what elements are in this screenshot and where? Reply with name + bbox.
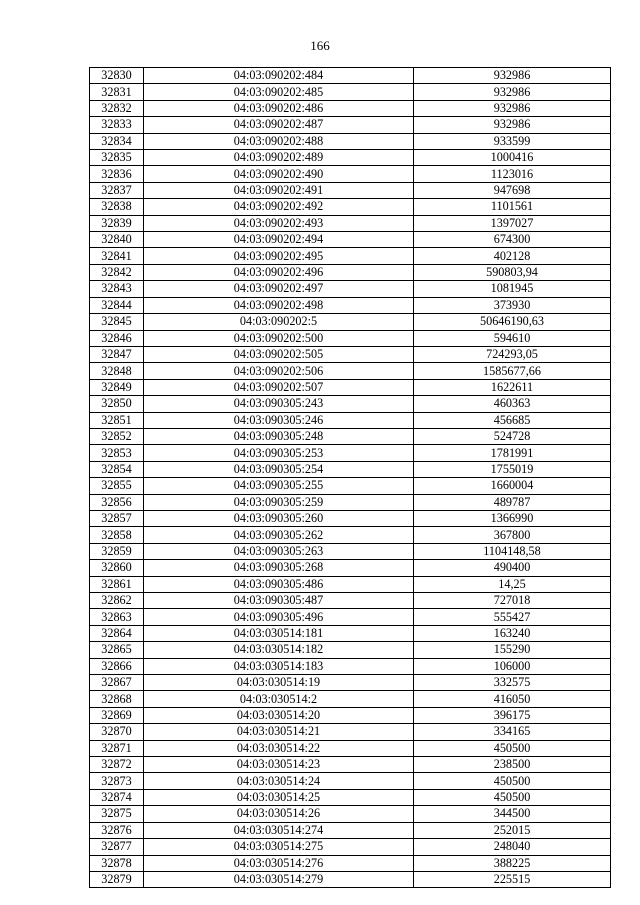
row-number-cell: 32850 <box>90 396 144 412</box>
row-number-cell: 32851 <box>90 412 144 428</box>
cadastral-number-cell: 04:03:090305:246 <box>144 412 414 428</box>
cadastral-number-cell: 04:03:090202:485 <box>144 84 414 100</box>
value-cell: 594610 <box>414 330 611 346</box>
cadastral-number-cell: 04:03:090202:487 <box>144 117 414 133</box>
cadastral-number-cell: 04:03:090202:507 <box>144 379 414 395</box>
table-row <box>90 757 611 773</box>
table-row <box>90 576 611 592</box>
value-cell: 396175 <box>414 707 611 723</box>
row-number-cell: 32875 <box>90 806 144 822</box>
cadastral-number-cell: 04:03:030514:183 <box>144 658 414 674</box>
row-number-cell: 32841 <box>90 248 144 264</box>
row-number-cell: 32834 <box>90 133 144 149</box>
value-cell: 163240 <box>414 625 611 641</box>
cadastral-number-cell: 04:03:090202:489 <box>144 150 414 166</box>
table-row <box>90 215 611 231</box>
value-cell: 947698 <box>414 182 611 198</box>
value-cell: 450500 <box>414 773 611 789</box>
cadastral-number-cell: 04:03:090202:500 <box>144 330 414 346</box>
row-number-cell: 32868 <box>90 691 144 707</box>
row-number-cell: 32839 <box>90 215 144 231</box>
table-row <box>90 363 611 379</box>
row-number-cell: 32862 <box>90 593 144 609</box>
row-number-cell: 32842 <box>90 264 144 280</box>
table-row <box>90 789 611 805</box>
cadastral-number-cell: 04:03:090305:486 <box>144 576 414 592</box>
value-cell: 252015 <box>414 822 611 838</box>
table-row <box>90 379 611 395</box>
table-row <box>90 396 611 412</box>
value-cell: 402128 <box>414 248 611 264</box>
row-number-cell: 32877 <box>90 839 144 855</box>
cadastral-number-cell: 04:03:090305:262 <box>144 527 414 543</box>
cadastral-number-cell: 04:03:030514:21 <box>144 724 414 740</box>
row-number-cell: 32838 <box>90 199 144 215</box>
table-row <box>90 232 611 248</box>
row-number-cell: 32856 <box>90 494 144 510</box>
table-row <box>90 445 611 461</box>
table-row <box>90 182 611 198</box>
cadastral-number-cell: 04:03:090202:491 <box>144 182 414 198</box>
value-cell: 932986 <box>414 68 611 84</box>
value-cell: 674300 <box>414 232 611 248</box>
table-row <box>90 428 611 444</box>
table-row <box>90 658 611 674</box>
row-number-cell: 32844 <box>90 297 144 313</box>
value-cell: 248040 <box>414 839 611 855</box>
row-number-cell: 32879 <box>90 871 144 887</box>
row-number-cell: 32863 <box>90 609 144 625</box>
cadastral-number-cell: 04:03:090305:487 <box>144 593 414 609</box>
cadastral-number-cell: 04:03:030514:2 <box>144 691 414 707</box>
table-row <box>90 346 611 362</box>
cadastral-number-cell: 04:03:090305:243 <box>144 396 414 412</box>
value-cell: 388225 <box>414 855 611 871</box>
value-cell: 334165 <box>414 724 611 740</box>
cadastral-number-cell: 04:03:090305:268 <box>144 560 414 576</box>
value-cell: 1755019 <box>414 461 611 477</box>
cadastral-number-cell: 04:03:030514:182 <box>144 642 414 658</box>
row-number-cell: 32845 <box>90 314 144 330</box>
row-number-cell: 32858 <box>90 527 144 543</box>
cadastral-number-cell: 04:03:090202:506 <box>144 363 414 379</box>
row-number-cell: 32846 <box>90 330 144 346</box>
value-cell: 1660004 <box>414 478 611 494</box>
cadastral-number-cell: 04:03:090305:254 <box>144 461 414 477</box>
table-row <box>90 330 611 346</box>
table-row <box>90 264 611 280</box>
row-number-cell: 32873 <box>90 773 144 789</box>
table-row <box>90 478 611 494</box>
table-row <box>90 510 611 526</box>
value-cell: 450500 <box>414 740 611 756</box>
cadastral-number-cell: 04:03:090305:255 <box>144 478 414 494</box>
value-cell: 932986 <box>414 100 611 116</box>
table-row <box>90 461 611 477</box>
value-cell: 555427 <box>414 609 611 625</box>
table-row <box>90 297 611 313</box>
table-row <box>90 839 611 855</box>
row-number-cell: 32869 <box>90 707 144 723</box>
cadastral-number-cell: 04:03:030514:276 <box>144 855 414 871</box>
cadastral-number-cell: 04:03:090202:5 <box>144 314 414 330</box>
cadastral-number-cell: 04:03:090202:490 <box>144 166 414 182</box>
cadastral-number-cell: 04:03:090305:248 <box>144 428 414 444</box>
table-row <box>90 166 611 182</box>
row-number-cell: 32860 <box>90 560 144 576</box>
row-number-cell: 32831 <box>90 84 144 100</box>
value-cell: 1101561 <box>414 199 611 215</box>
table-row <box>90 773 611 789</box>
row-number-cell: 32840 <box>90 232 144 248</box>
table-row <box>90 314 611 330</box>
cadastral-number-cell: 04:03:090202:505 <box>144 346 414 362</box>
cadastral-number-cell: 04:03:030514:22 <box>144 740 414 756</box>
value-cell: 238500 <box>414 757 611 773</box>
table-row <box>90 100 611 116</box>
row-number-cell: 32876 <box>90 822 144 838</box>
row-number-cell: 32843 <box>90 281 144 297</box>
row-number-cell: 32872 <box>90 757 144 773</box>
row-number-cell: 32852 <box>90 428 144 444</box>
row-number-cell: 32853 <box>90 445 144 461</box>
cadastral-number-cell: 04:03:090202:498 <box>144 297 414 313</box>
value-cell: 590803,94 <box>414 264 611 280</box>
value-cell: 932986 <box>414 117 611 133</box>
cadastral-number-cell: 04:03:030514:24 <box>144 773 414 789</box>
table-body <box>90 68 611 888</box>
table-row <box>90 740 611 756</box>
table-row <box>90 412 611 428</box>
table-row <box>90 543 611 559</box>
table-row <box>90 199 611 215</box>
value-cell: 1585677,66 <box>414 363 611 379</box>
cadastral-number-cell: 04:03:030514:23 <box>144 757 414 773</box>
table-row <box>90 133 611 149</box>
value-cell: 225515 <box>414 871 611 887</box>
row-number-cell: 32861 <box>90 576 144 592</box>
table-row <box>90 724 611 740</box>
cadastral-number-cell: 04:03:090305:253 <box>144 445 414 461</box>
value-cell: 155290 <box>414 642 611 658</box>
table-row <box>90 855 611 871</box>
row-number-cell: 32864 <box>90 625 144 641</box>
value-cell: 460363 <box>414 396 611 412</box>
table-row <box>90 871 611 887</box>
cadastral-number-cell: 04:03:090202:494 <box>144 232 414 248</box>
table-row <box>90 822 611 838</box>
cadastral-number-cell: 04:03:030514:20 <box>144 707 414 723</box>
table-row <box>90 84 611 100</box>
table-row <box>90 117 611 133</box>
value-cell: 1123016 <box>414 166 611 182</box>
row-number-cell: 32859 <box>90 543 144 559</box>
row-number-cell: 32849 <box>90 379 144 395</box>
value-cell: 456685 <box>414 412 611 428</box>
cadastral-number-cell: 04:03:030514:181 <box>144 625 414 641</box>
value-cell: 367800 <box>414 527 611 543</box>
table-row <box>90 675 611 691</box>
cadastral-number-cell: 04:03:090202:486 <box>144 100 414 116</box>
row-number-cell: 32835 <box>90 150 144 166</box>
table-row <box>90 248 611 264</box>
value-cell: 933599 <box>414 133 611 149</box>
row-number-cell: 32855 <box>90 478 144 494</box>
value-cell: 106000 <box>414 658 611 674</box>
table-row <box>90 68 611 84</box>
table-row <box>90 691 611 707</box>
table-row <box>90 609 611 625</box>
row-number-cell: 32832 <box>90 100 144 116</box>
value-cell: 1104148,58 <box>414 543 611 559</box>
row-number-cell: 32874 <box>90 789 144 805</box>
cadastral-number-cell: 04:03:030514:279 <box>144 871 414 887</box>
table-row <box>90 806 611 822</box>
cadastral-value-table <box>89 67 611 888</box>
value-cell: 524728 <box>414 428 611 444</box>
value-cell: 344500 <box>414 806 611 822</box>
table-row <box>90 281 611 297</box>
row-number-cell: 32830 <box>90 68 144 84</box>
row-number-cell: 32870 <box>90 724 144 740</box>
row-number-cell: 32854 <box>90 461 144 477</box>
value-cell: 1081945 <box>414 281 611 297</box>
table-row <box>90 150 611 166</box>
row-number-cell: 32865 <box>90 642 144 658</box>
value-cell: 373930 <box>414 297 611 313</box>
value-cell: 1622611 <box>414 379 611 395</box>
value-cell: 490400 <box>414 560 611 576</box>
cadastral-number-cell: 04:03:030514:275 <box>144 839 414 855</box>
cadastral-number-cell: 04:03:090305:496 <box>144 609 414 625</box>
value-cell: 489787 <box>414 494 611 510</box>
cadastral-number-cell: 04:03:090202:488 <box>144 133 414 149</box>
table-row <box>90 560 611 576</box>
value-cell: 1781991 <box>414 445 611 461</box>
cadastral-number-cell: 04:03:090202:493 <box>144 215 414 231</box>
cadastral-number-cell: 04:03:030514:274 <box>144 822 414 838</box>
table-row <box>90 494 611 510</box>
value-cell: 1000416 <box>414 150 611 166</box>
value-cell: 450500 <box>414 789 611 805</box>
page-number: 166 <box>310 38 330 53</box>
row-number-cell: 32867 <box>90 675 144 691</box>
row-number-cell: 32833 <box>90 117 144 133</box>
cadastral-number-cell: 04:03:090202:496 <box>144 264 414 280</box>
value-cell: 1397027 <box>414 215 611 231</box>
cadastral-number-cell: 04:03:090305:260 <box>144 510 414 526</box>
table-row <box>90 707 611 723</box>
value-cell: 932986 <box>414 84 611 100</box>
row-number-cell: 32857 <box>90 510 144 526</box>
row-number-cell: 32837 <box>90 182 144 198</box>
row-number-cell: 32836 <box>90 166 144 182</box>
cadastral-number-cell: 04:03:090202:497 <box>144 281 414 297</box>
table-row <box>90 642 611 658</box>
value-cell: 50646190,63 <box>414 314 611 330</box>
cadastral-number-cell: 04:03:030514:19 <box>144 675 414 691</box>
row-number-cell: 32871 <box>90 740 144 756</box>
value-cell: 332575 <box>414 675 611 691</box>
value-cell: 1366990 <box>414 510 611 526</box>
value-cell: 14,25 <box>414 576 611 592</box>
row-number-cell: 32878 <box>90 855 144 871</box>
cadastral-number-cell: 04:03:090202:495 <box>144 248 414 264</box>
table-row <box>90 625 611 641</box>
cadastral-number-cell: 04:03:090202:492 <box>144 199 414 215</box>
cadastral-number-cell: 04:03:090202:484 <box>144 68 414 84</box>
table-row <box>90 593 611 609</box>
cadastral-number-cell: 04:03:030514:26 <box>144 806 414 822</box>
table-row <box>90 527 611 543</box>
row-number-cell: 32847 <box>90 346 144 362</box>
cadastral-number-cell: 04:03:090305:259 <box>144 494 414 510</box>
cadastral-number-cell: 04:03:090305:263 <box>144 543 414 559</box>
value-cell: 727018 <box>414 593 611 609</box>
cadastral-number-cell: 04:03:030514:25 <box>144 789 414 805</box>
row-number-cell: 32848 <box>90 363 144 379</box>
value-cell: 724293,05 <box>414 346 611 362</box>
value-cell: 416050 <box>414 691 611 707</box>
row-number-cell: 32866 <box>90 658 144 674</box>
